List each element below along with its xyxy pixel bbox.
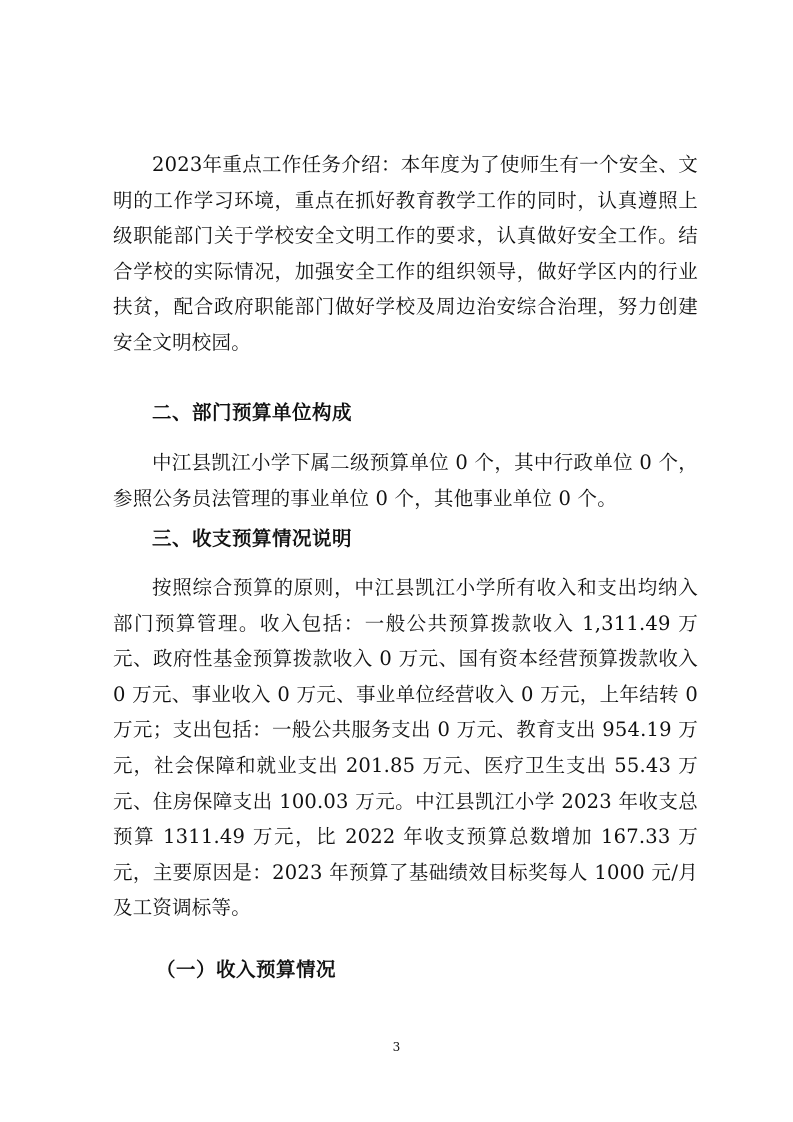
section-heading-budget-units: 二、部门预算单位构成 — [152, 401, 353, 424]
subsection-heading-income-budget: （一）收入预算情况 — [156, 958, 337, 981]
paragraph-key-tasks: 2023年重点工作任务介绍：本年度为了使师生有一个安全、文明的工作学习环境，重点在抓好教育教学工作的同时，认真遵照上级职能部门关于学校安全文明工作的要求，认真做好安全工作。结合学校的实际情况，加强安全工作的组织领导，做好学区内的行业扶贫，配合政府职能部门做好学校及周边治安综合治理，努力创建安全文明校园。 — [113, 153, 698, 354]
section-heading-income-expense: 三、收支预算情况说明 — [152, 527, 353, 550]
paragraph-income-expense: 按照综合预算的原则，中江县凯江小学所有收入和支出均纳入部门预算管理。收入包括：一般公共预算拨款收入 1,311.49 万元、政府性基金预算拨款收入 0 万元、国有资本经营预算拨款收入 0 万元、事业收入 0 万元、事业单位经营收入 0 万元，上年结转 0 万元；支出包括：一般公共服务支出 0 万元、教育支出 954.19 万元，社会保障和就业支出 201.85 万元、医疗卫生支出 55.43 万元、住房保障支出 100.03 万元。中江县凯江小学 2023 年收支总预算 1311.49 万元，比 2022 年收支预算总数增加 167.33 万元，主要原因是：2023 年预算了基础绩效目标奖每人 1000 元/月及工资调标等。 — [113, 576, 698, 920]
paragraph-budget-units: 中江县凯江小学下属二级预算单位 0 个，其中行政单位 0 个，参照公务员法管理的事业单位 0 个，其他事业单位 0 个。 — [113, 451, 698, 510]
page-number: 3 — [392, 1040, 401, 1054]
